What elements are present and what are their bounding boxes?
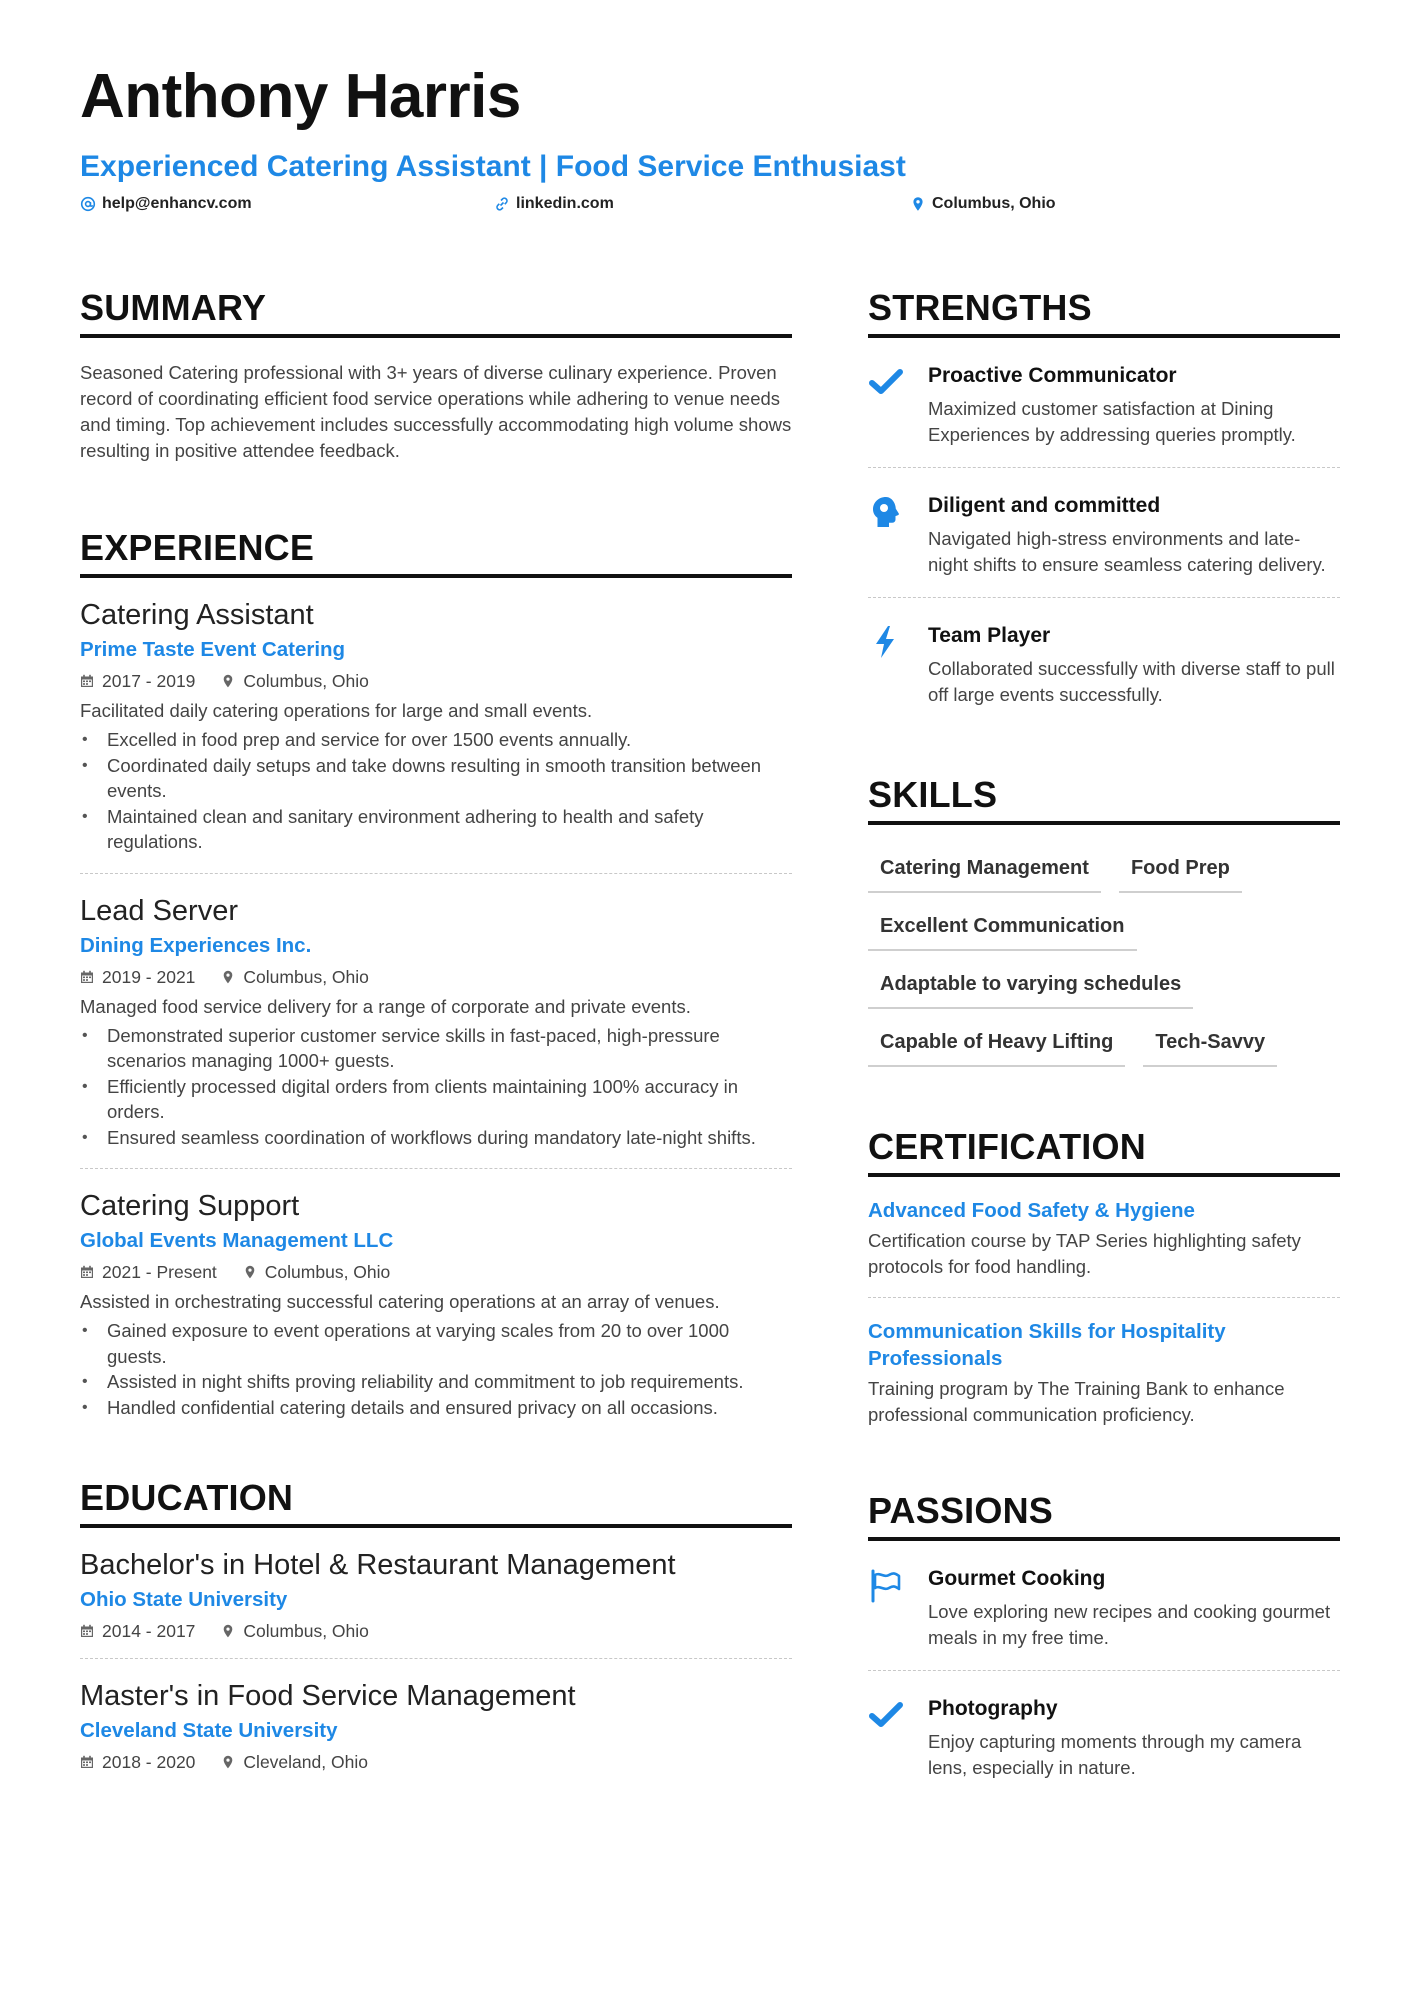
contact-email[interactable] [80, 196, 252, 212]
certification-item [868, 1177, 1340, 1298]
strength-description: Maximized customer satisfaction at Dining Experiences by addressing queries promptly. [928, 398, 1296, 445]
location-pin-icon [221, 970, 235, 984]
skills-list [868, 825, 1340, 1081]
certification-description: Certification course by TAP Series highlighting safety protocols for food handling. [868, 1230, 1301, 1277]
skills-title: SKILLS [868, 777, 1340, 825]
job-meta [80, 964, 792, 990]
job-bullet: • Coordinated daily setups and take downs resulting in smooth transition between events. [80, 753, 792, 804]
experience-item [80, 578, 792, 874]
location-pin-icon [910, 196, 926, 212]
job-dates: 2019 - 2021 [102, 966, 196, 987]
education-meta [80, 1618, 792, 1644]
calendar-icon [80, 1265, 94, 1279]
location-pin-icon [243, 1265, 257, 1279]
job-bullet: • Excelled in food prep and service for over 1500 events annually. [80, 727, 792, 753]
calendar-icon [80, 1755, 94, 1769]
link-icon [494, 196, 510, 212]
contact-location-text: Columbus, Ohio [932, 195, 1056, 212]
education-dates: 2014 - 2017 [102, 1621, 196, 1641]
calendar-icon [80, 674, 94, 688]
experience-title: EXPERIENCE [80, 530, 792, 578]
skill-tag: Excellent Communication [868, 907, 1137, 951]
job-description: Managed food service delivery for a range of corporate and private events. [80, 995, 691, 1017]
strengths-title: STRENGTHS [868, 290, 1340, 338]
contact-linkedin-text: linkedin.com [516, 195, 614, 212]
skill-tag: Adaptable to varying schedules [868, 965, 1193, 1009]
education-degree: Bachelor's in Hotel & Restaurant Management [80, 1549, 676, 1581]
job-company: Dining Experiences Inc. [80, 933, 312, 957]
job-meta [80, 1259, 792, 1285]
experience-section [80, 527, 792, 1438]
right-column [868, 287, 1340, 1800]
education-school: Ohio State University [80, 1588, 288, 1611]
strength-description: Collaborated successfully with diverse staff to pull off large events successfully. [928, 658, 1335, 705]
job-bullet: • Demonstrated superior customer service skills in fast-paced, high-pressure scenarios managing 1000+ guests. [80, 1023, 792, 1074]
summary-title: SUMMARY [80, 290, 792, 338]
education-dates: 2018 - 2020 [102, 1752, 196, 1772]
job-dates: 2017 - 2019 [102, 671, 196, 691]
experience-item [80, 874, 792, 1170]
passion-title: Gourmet Cooking [928, 1567, 1106, 1590]
education-school: Cleveland State University [80, 1719, 338, 1742]
passion-description: Love exploring new recipes and cooking gourmet meals in my free time. [928, 1601, 1331, 1648]
education-location: Columbus, Ohio [243, 1621, 369, 1641]
certification-section [868, 1126, 1340, 1445]
education-item [80, 1659, 792, 1789]
skill-tag: Capable of Heavy Lifting [868, 1023, 1125, 1067]
summary-text: Seasoned Catering professional with 3+ years of diverse culinary experience. Proven record of coordinating efficient food service operations while adhering to venue needs and timing. Top achievement includes successfully accommodating high volume shows resulting in positive attendee feedback. [80, 362, 792, 461]
job-bullet: • Gained exposure to event operations at varying scales from 20 to over 1000 guests. [80, 1318, 792, 1369]
job-role: Catering Assistant [80, 599, 314, 631]
certification-name: Advanced Food Safety & Hygiene [868, 1199, 1195, 1222]
job-bullet: • Efficiently processed digital orders from clients maintaining 100% accuracy in orders. [80, 1074, 792, 1125]
education-item [80, 1528, 792, 1659]
calendar-icon [80, 970, 94, 984]
education-title: EDUCATION [80, 1480, 792, 1528]
check-icon [868, 1697, 904, 1733]
education-section [80, 1477, 792, 1789]
job-bullets [80, 1318, 792, 1420]
contact-location [910, 196, 1056, 212]
skill-tag: Food Prep [1119, 849, 1242, 893]
job-location: Columbus, Ohio [243, 671, 369, 691]
job-meta [80, 668, 792, 694]
job-location: Columbus, Ohio [264, 1262, 391, 1282]
strength-item [868, 338, 1340, 468]
education-meta [80, 1749, 792, 1775]
passions-section [868, 1490, 1340, 1800]
contact-email-text: help@enhancv.com [102, 195, 252, 212]
job-role: Lead Server [80, 894, 238, 927]
left-column [80, 287, 792, 1789]
passion-description: Enjoy capturing moments through my camera lens, especially in nature. [928, 1731, 1302, 1778]
job-bullet: • Handled confidential catering details and ensured privacy on all occasions. [80, 1395, 792, 1421]
head-icon [868, 494, 904, 530]
skill-tag: Catering Management [868, 849, 1101, 893]
job-description: Assisted in orchestrating successful catering operations at an array of venues. [80, 1291, 720, 1312]
skills-section [868, 774, 1340, 1081]
candidate-name: Anthony Harris [80, 62, 521, 131]
job-description: Facilitated daily catering operations for large and small events. [80, 700, 593, 721]
job-company: Prime Taste Event Catering [80, 638, 346, 661]
certification-title: CERTIFICATION [868, 1129, 1340, 1177]
passion-title: Photography [928, 1697, 1058, 1720]
strength-title: Proactive Communicator [928, 364, 1177, 387]
job-bullets [80, 727, 792, 855]
education-location: Cleveland, Ohio [243, 1752, 368, 1772]
job-bullets [80, 1023, 792, 1151]
contact-linkedin[interactable] [494, 196, 614, 212]
strength-item [868, 468, 1340, 598]
summary-section [80, 287, 792, 464]
certification-item [868, 1298, 1340, 1445]
experience-item [80, 1169, 792, 1438]
passion-item [868, 1671, 1340, 1800]
job-location: Columbus, Ohio [243, 966, 369, 987]
passion-item [868, 1541, 1340, 1671]
strength-item [868, 598, 1340, 727]
candidate-headline: Experienced Catering Assistant | Food Service Enthusiast [80, 150, 906, 183]
skill-tag: Tech-Savvy [1143, 1023, 1277, 1067]
education-degree: Master's in Food Service Management [80, 1680, 576, 1712]
certification-name: Communication Skills for Hospitality Professionals [868, 1320, 1226, 1370]
passions-title: PASSIONS [868, 1493, 1340, 1541]
strength-title: Diligent and committed [928, 494, 1161, 517]
location-pin-icon [221, 674, 235, 688]
job-bullet: • Assisted in night shifts proving reliability and commitment to job requirements. [80, 1369, 792, 1395]
job-dates: 2021 - Present [102, 1262, 217, 1282]
location-pin-icon [221, 1755, 235, 1769]
strength-title: Team Player [928, 624, 1051, 647]
check-icon [868, 364, 904, 400]
at-icon [80, 196, 96, 212]
certification-description: Training program by The Training Bank to enhance professional communication proficiency. [868, 1378, 1285, 1425]
lightning-icon [868, 624, 904, 660]
calendar-icon [80, 1624, 94, 1638]
strengths-section [868, 287, 1340, 727]
flag-icon [868, 1567, 904, 1603]
strength-description: Navigated high-stress environments and late-night shifts to ensure seamless catering delivery. [928, 528, 1326, 575]
location-pin-icon [221, 1624, 235, 1638]
job-bullet: • Ensured seamless coordination of workflows during mandatory late-night shifts. [80, 1125, 792, 1151]
job-role: Catering Support [80, 1190, 300, 1222]
job-bullet: • Maintained clean and sanitary environment adhering to health and safety regulations. [80, 804, 792, 855]
job-company: Global Events Management LLC [80, 1229, 394, 1252]
